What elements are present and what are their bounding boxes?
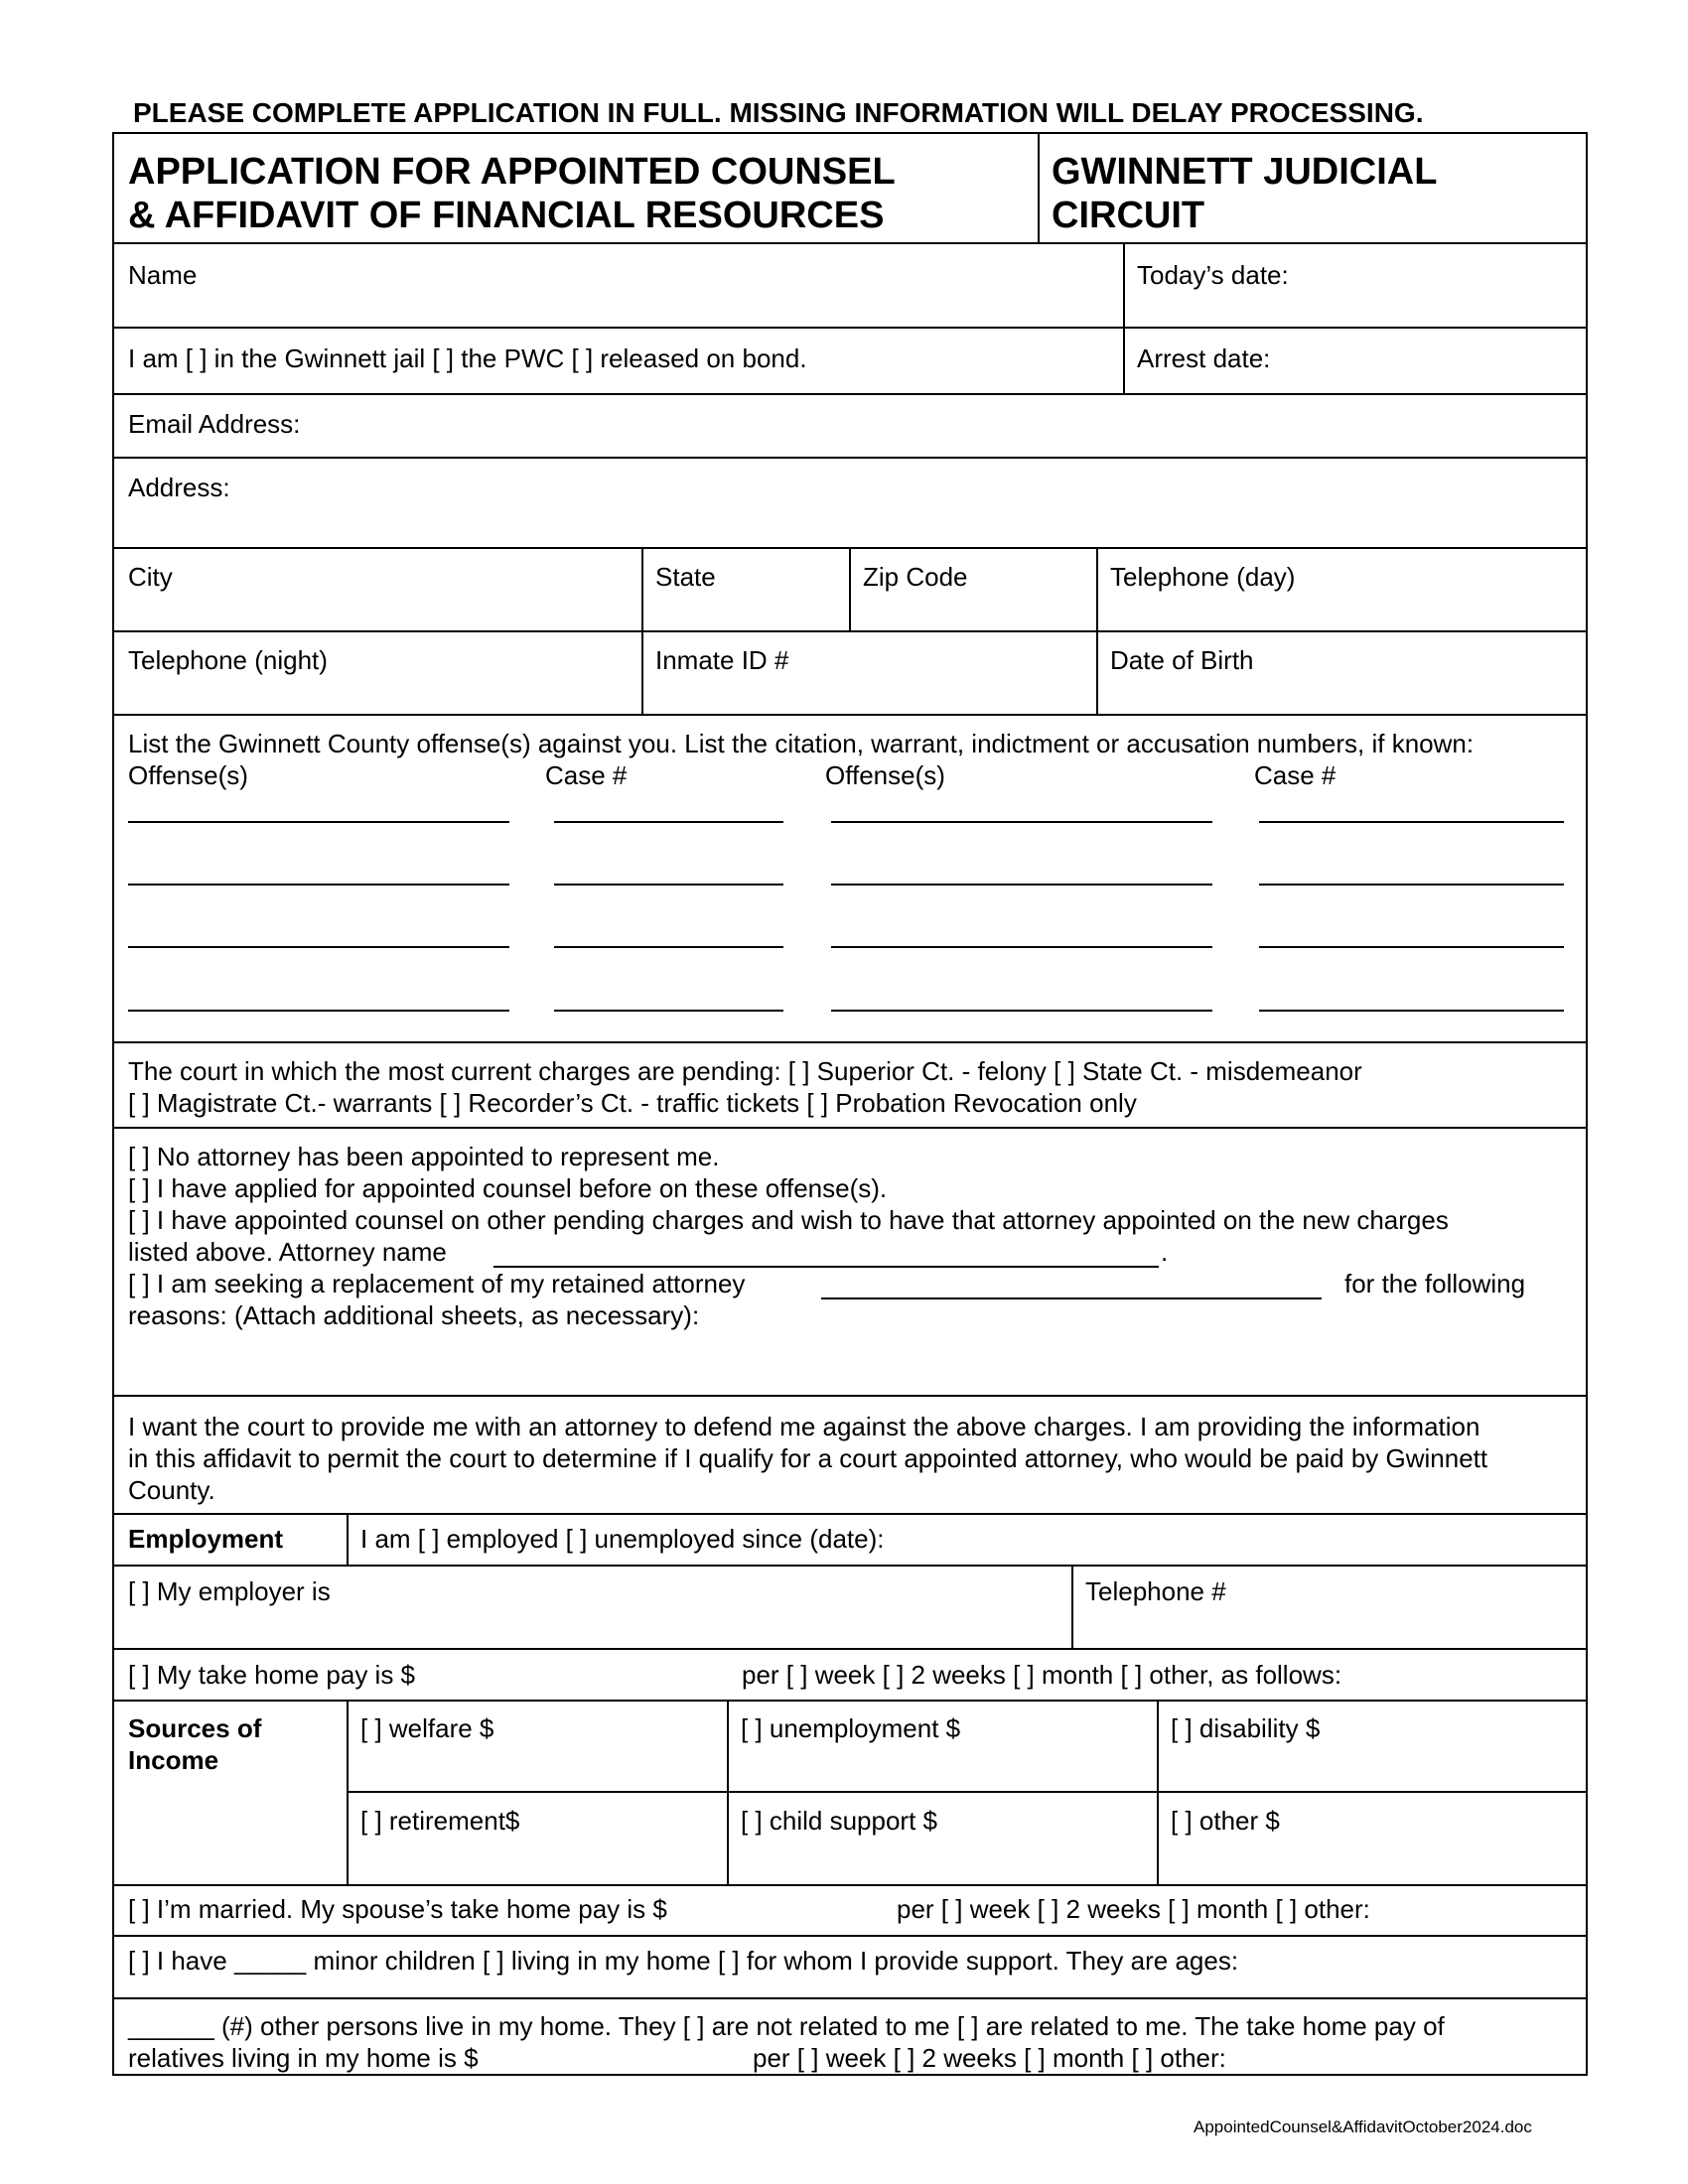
circuit-title-line1: GWINNETT JUDICIAL <box>1052 151 1438 193</box>
offense-entry-line[interactable] <box>831 1010 1212 1012</box>
offense-entry-line[interactable] <box>128 884 509 886</box>
row-divider <box>114 457 1586 459</box>
row-divider <box>114 1041 1586 1043</box>
row-divider <box>114 714 1586 716</box>
court-options-line2[interactable]: [ ] Magistrate Ct.- warrants [ ] Recorder’s Ct. - traffic tickets [ ] Probation Revocation only <box>128 1088 1137 1118</box>
row-divider <box>114 1513 1586 1515</box>
relatives-pay-period-options[interactable]: per [ ] week [ ] 2 weeks [ ] month [ ] other: <box>753 2043 1226 2073</box>
employment-status-field[interactable]: I am [ ] employed [ ] unemployed since (date): <box>360 1524 885 1554</box>
pay-period-options[interactable]: per [ ] week [ ] 2 weeks [ ] month [ ] other, as follows: <box>742 1660 1342 1690</box>
column-divider <box>1071 1565 1073 1648</box>
email-field[interactable]: Email Address: <box>128 409 301 439</box>
disability-option[interactable]: [ ] disability $ <box>1171 1713 1321 1743</box>
other-persons-field[interactable]: ______ (#) other persons live in my home. They [ ] are not related to me [ ] are related to me. The take home pay of <box>128 2011 1445 2041</box>
welfare-option[interactable]: [ ] welfare $ <box>360 1713 494 1743</box>
row-divider <box>114 1648 1586 1650</box>
case-entry-line[interactable] <box>554 821 783 823</box>
income-label-line2: Income <box>128 1745 219 1775</box>
column-divider <box>347 1513 349 1565</box>
employer-telephone-field[interactable]: Telephone # <box>1085 1576 1226 1606</box>
dob-field[interactable]: Date of Birth <box>1110 645 1254 675</box>
row-divider <box>114 1127 1586 1129</box>
spouse-pay-period-options[interactable]: per [ ] week [ ] 2 weeks [ ] month [ ] other: <box>897 1894 1370 1924</box>
offense-entry-line[interactable] <box>831 884 1212 886</box>
income-label-line1: Sources of <box>128 1713 262 1743</box>
case-entry-line[interactable] <box>1259 884 1564 886</box>
todays-date-field[interactable]: Today’s date: <box>1137 260 1289 290</box>
other-income-option[interactable]: [ ] other $ <box>1171 1806 1280 1836</box>
form-title-line1: APPLICATION FOR APPOINTED COUNSEL <box>128 151 896 193</box>
take-home-pay-field[interactable]: [ ] My take home pay is $ <box>128 1660 416 1690</box>
row-divider <box>114 242 1586 244</box>
row-divider <box>114 393 1586 395</box>
state-field[interactable]: State <box>655 562 716 592</box>
offense-entry-line[interactable] <box>128 1010 509 1012</box>
case-entry-line[interactable] <box>554 946 783 948</box>
row-divider <box>114 1884 1586 1886</box>
offense-column-header: Offense(s) <box>825 760 945 790</box>
processing-notice: PLEASE COMPLETE APPLICATION IN FULL. MISSING INFORMATION WILL DELAY PROCESSING. <box>133 97 1424 128</box>
offense-entry-line[interactable] <box>128 946 509 948</box>
row-divider <box>114 630 1586 632</box>
arrest-date-field[interactable]: Arrest date: <box>1137 343 1271 373</box>
row-divider <box>114 1395 1586 1397</box>
application-form <box>112 132 1588 2076</box>
row-divider <box>347 1791 1586 1793</box>
offense-instructions: List the Gwinnett County offense(s) against you. List the citation, warrant, indictment or accusation numbers, if known: <box>128 729 1475 758</box>
spouse-pay-field[interactable]: [ ] I’m married. My spouse’s take home pay is $ <box>128 1894 667 1924</box>
employment-label: Employment <box>128 1524 284 1554</box>
case-entry-line[interactable] <box>554 884 783 886</box>
reasons-label-end: for the following <box>1344 1269 1526 1298</box>
address-field[interactable]: Address: <box>128 473 230 502</box>
case-column-header: Case # <box>545 760 628 790</box>
case-column-header: Case # <box>1254 760 1336 790</box>
row-divider <box>114 327 1586 329</box>
document-filename: AppointedCounsel&AffidavitOctober2024.doc <box>1194 2117 1532 2136</box>
retirement-option[interactable]: [ ] retirement$ <box>360 1806 520 1836</box>
offense-entry-line[interactable] <box>128 821 509 823</box>
form-title-line2: & AFFIDAVIT OF FINANCIAL RESOURCES <box>128 195 885 236</box>
case-entry-line[interactable] <box>1259 946 1564 948</box>
row-divider <box>114 1700 1586 1702</box>
employer-field[interactable]: [ ] My employer is <box>128 1576 331 1606</box>
attorney-name-label: listed above. Attorney name <box>128 1237 447 1267</box>
row-divider <box>114 1935 1586 1937</box>
circuit-title-line2: CIRCUIT <box>1052 195 1205 236</box>
header-divider <box>1038 134 1040 242</box>
court-options-line1[interactable]: The court in which the most current charges are pending: [ ] Superior Ct. - felony [ ] State Ct. - misdemeanor <box>128 1056 1362 1086</box>
retained-attorney-line[interactable] <box>821 1297 1322 1299</box>
zip-field[interactable]: Zip Code <box>863 562 968 592</box>
no-attorney-option[interactable]: [ ] No attorney has been appointed to represent me. <box>128 1142 720 1171</box>
child-support-option[interactable]: [ ] child support $ <box>741 1806 937 1836</box>
case-entry-line[interactable] <box>1259 821 1564 823</box>
name-field[interactable]: Name <box>128 260 198 290</box>
statement-line2: in this affidavit to permit the court to determine if I qualify for a court appointed attorney, who would be paid by Gwinnett <box>128 1443 1488 1473</box>
replacement-attorney-option[interactable]: [ ] I am seeking a replacement of my retained attorney <box>128 1269 746 1298</box>
case-entry-line[interactable] <box>1259 1010 1564 1012</box>
statement-line1: I want the court to provide me with an attorney to defend me against the above charges. I am providing the information <box>128 1412 1480 1441</box>
attorney-name-period: . <box>1161 1237 1169 1267</box>
inmate-id-field[interactable]: Inmate ID # <box>655 645 789 675</box>
offense-entry-line[interactable] <box>831 946 1212 948</box>
offense-entry-line[interactable] <box>831 821 1212 823</box>
telephone-night-field[interactable]: Telephone (night) <box>128 645 328 675</box>
row-divider <box>114 1997 1586 1999</box>
relatives-pay-field[interactable]: relatives living in my home is $ <box>128 2043 479 2073</box>
unemployment-option[interactable]: [ ] unemployment $ <box>741 1713 961 1743</box>
column-divider <box>849 547 851 630</box>
statement-line3: County. <box>128 1475 215 1505</box>
column-divider <box>1123 242 1125 393</box>
custody-status-field[interactable]: I am [ ] in the Gwinnett jail [ ] the PWC [ ] released on bond. <box>128 343 807 373</box>
case-entry-line[interactable] <box>554 1010 783 1012</box>
minor-children-field[interactable]: [ ] I have _____ minor children [ ] living in my home [ ] for whom I provide support. They are ages: <box>128 1946 1239 1976</box>
appointed-counsel-option[interactable]: [ ] I have appointed counsel on other pending charges and wish to have that attorney appointed on the new charges <box>128 1205 1449 1235</box>
row-divider <box>114 1565 1586 1567</box>
offense-column-header: Offense(s) <box>128 760 248 790</box>
applied-before-option[interactable]: [ ] I have applied for appointed counsel before on these offense(s). <box>128 1173 888 1203</box>
reasons-label: reasons: (Attach additional sheets, as necessary): <box>128 1300 700 1330</box>
city-field[interactable]: City <box>128 562 173 592</box>
telephone-day-field[interactable]: Telephone (day) <box>1110 562 1296 592</box>
